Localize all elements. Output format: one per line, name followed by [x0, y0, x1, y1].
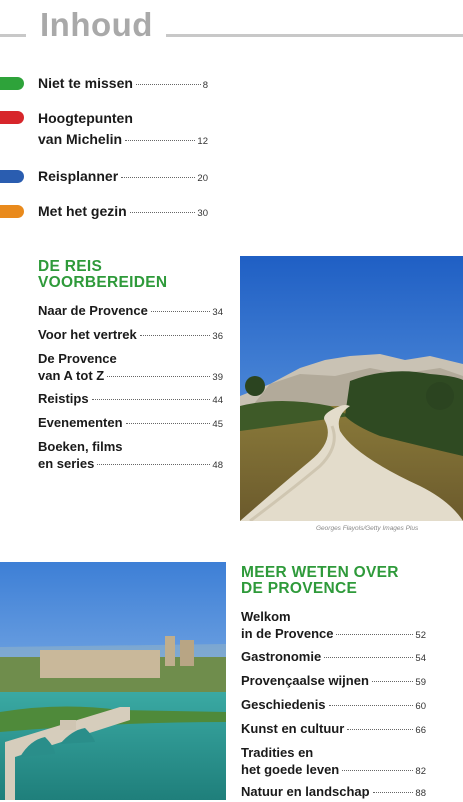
entry-label: Natuur en landschap: [241, 784, 370, 799]
toc-entry-voor-het-vertrek[interactable]: [38, 326, 223, 345]
entry-label: van Michelin: [38, 131, 123, 147]
section-title-line1: MEER WETEN OVER: [241, 564, 399, 581]
photo-credit: Georges Fłayols/Getty Images Plus: [316, 525, 419, 532]
toc-entry-reisplanner[interactable]: [38, 166, 208, 189]
page-number: 30: [197, 208, 208, 219]
tab-green: [0, 77, 24, 90]
page-number: 44: [212, 395, 223, 406]
dot-leader: [136, 84, 201, 85]
toc-entry-welkom[interactable]: [241, 608, 426, 644]
entry-label-line1: Tradities en: [241, 745, 314, 760]
entry-label: Gastronomie: [241, 649, 322, 664]
toc-entry-naar-de-provence[interactable]: [38, 302, 223, 321]
photo-mountain-path: [240, 256, 463, 521]
entry-label-line1: De Provence: [38, 351, 117, 366]
dot-leader: [97, 464, 210, 465]
entry-label-line1: Hoogtepunten: [38, 110, 133, 126]
tab-red: [0, 111, 24, 124]
toc-entry-met-het-gezin[interactable]: [38, 201, 208, 224]
dot-leader: [140, 335, 211, 336]
toc-entry-boeken-films[interactable]: [38, 438, 223, 474]
section-title-line1: DE REIS: [38, 258, 103, 275]
toc-entry-reistips[interactable]: [38, 390, 223, 409]
photo-avignon-bridge: [0, 562, 226, 800]
dot-leader: [92, 399, 211, 400]
page-number: 54: [415, 653, 426, 664]
entry-label-line1: Welkom: [241, 609, 291, 624]
page-number: 36: [212, 331, 223, 342]
section-title-de-reis-voorbereiden: [38, 259, 167, 291]
entry-label: Niet te missen: [38, 75, 133, 91]
section-title-line2: DE PROVENCE: [241, 580, 358, 597]
entry-label: en series: [38, 456, 95, 471]
entry-label: Voor het vertrek: [38, 327, 137, 342]
page-number: 88: [415, 788, 426, 799]
page-title: Inhoud: [40, 6, 153, 43]
dot-leader: [336, 634, 413, 635]
dot-leader: [324, 657, 413, 658]
entry-label: Geschiedenis: [241, 697, 326, 712]
toc-entry-tradities[interactable]: [241, 744, 426, 780]
entry-label: Reisplanner: [38, 168, 119, 184]
entry-label: Kunst en cultuur: [241, 721, 345, 736]
toc-entry-geschiedenis[interactable]: [241, 696, 426, 715]
entry-label: in de Provence: [241, 626, 334, 641]
tab-orange: [0, 205, 24, 218]
page-number: 52: [415, 630, 426, 641]
page-number: 20: [197, 173, 208, 184]
entry-label: Met het gezin: [38, 203, 127, 219]
entry-label: van A tot Z: [38, 368, 105, 383]
page-number: 34: [212, 307, 223, 318]
header-rule-left: [0, 34, 26, 37]
tab-blue: [0, 170, 24, 183]
dot-leader: [130, 212, 196, 213]
page-number: 45: [212, 419, 223, 430]
toc-entry-evenementen[interactable]: [38, 414, 223, 433]
page-number: 48: [212, 460, 223, 471]
toc-entry-de-provence-van-a-tot-z[interactable]: [38, 350, 223, 386]
section-title-meer-weten-over-de-provence: [241, 565, 399, 597]
toc-entry-kunst-en-cultuur[interactable]: [241, 720, 426, 739]
page-number: 12: [197, 136, 208, 147]
dot-leader: [151, 311, 211, 312]
entry-label-line1: Boeken, films: [38, 439, 123, 454]
dot-leader: [121, 177, 195, 178]
toc-entry-niet-te-missen[interactable]: [38, 73, 208, 96]
toc-entry-gastronomie[interactable]: [241, 648, 426, 667]
dot-leader: [372, 681, 414, 682]
dot-leader: [107, 376, 210, 377]
dot-leader: [329, 705, 414, 706]
dot-leader: [373, 792, 414, 793]
page-number: 8: [202, 80, 208, 91]
header-rule-right: [166, 34, 463, 37]
entry-label: Reistips: [38, 391, 89, 406]
toc-entry-natuur-en-landschap[interactable]: [241, 783, 426, 802]
page-number: 82: [415, 766, 426, 777]
entry-label: het goede leven: [241, 762, 340, 777]
section-title-line2: VOORBEREIDEN: [38, 274, 168, 291]
entry-label: Evenementen: [38, 415, 123, 430]
page-number: 59: [415, 677, 426, 688]
page-number: 60: [415, 701, 426, 712]
dot-leader: [126, 423, 211, 424]
page-number: 39: [212, 372, 223, 383]
toc-entry-hoogtepunten[interactable]: [38, 108, 208, 152]
dot-leader: [125, 140, 195, 141]
toc-entry-provencaalse-wijnen[interactable]: [241, 672, 426, 691]
dot-leader: [347, 729, 413, 730]
dot-leader: [342, 770, 413, 771]
entry-label: Naar de Provence: [38, 303, 148, 318]
entry-label: Provençaalse wijnen: [241, 673, 369, 688]
page-number: 66: [415, 725, 426, 736]
